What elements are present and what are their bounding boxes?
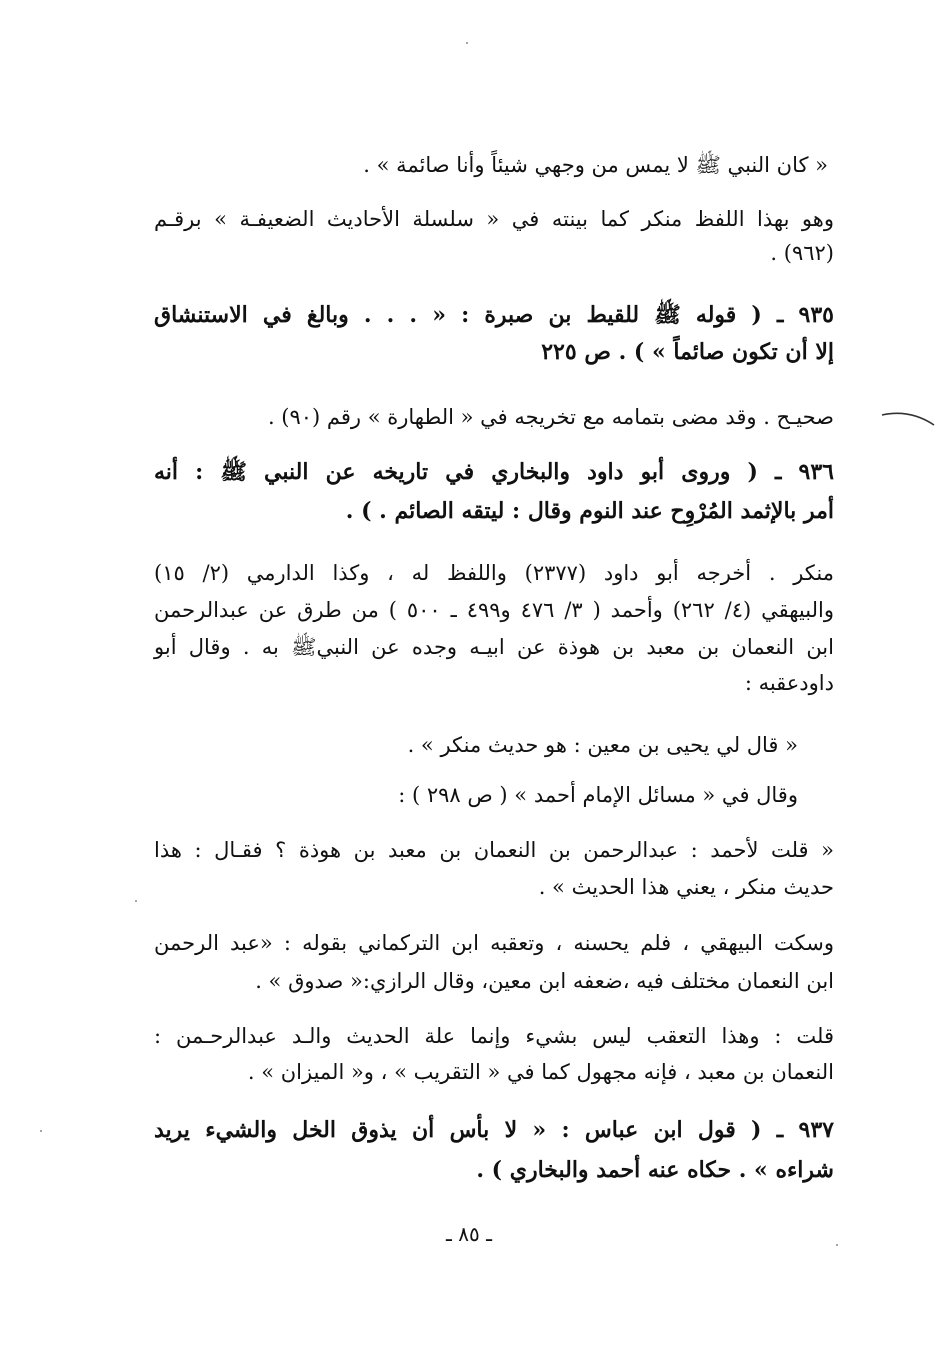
scan-speck xyxy=(40,1130,42,1132)
text-line: إلا أن تكون صائماً » ) . ص ٢٢٥ xyxy=(541,339,834,365)
text-line: « كان النبي ﷺ لا يمس من وجهي شيئاً وأنا صائمة » . xyxy=(363,153,828,177)
text-line: صحيـح . وقد مضى بتمامه مع تخريجه في « الطهارة » رقم (٩٠) . xyxy=(267,405,834,429)
text-line: وسكت البيهقي ، فلم يحسنه ، وتعقبه ابن التركماني بقوله : «عبد الرحمن xyxy=(154,931,834,955)
text-line: أمر بالإثمد المُرْوِح عند النوم وقال : ليتقه الصائم . ) . xyxy=(345,498,834,524)
text-line: وهو بهذا اللفظ منكر كما بينته في « سلسلة الأحاديث الضعيفـة » برقـم xyxy=(154,207,834,231)
page-number: ـ ٨٥ ـ xyxy=(446,1222,492,1246)
text-line: وقال في « مسائل الإمام أحمد » ( ص ٢٩٨ ) : xyxy=(398,783,798,807)
text-line: « قال لي يحيى بن معين : هو حديث منكر » . xyxy=(407,733,798,757)
text-line: النعمان بن معبد ، فإنه مجهول كما في « التقريب » ، و« الميزان » . xyxy=(247,1060,834,1084)
text-line: « قلت لأحمد : عبدالرحمن بن النعمان بن معبد بن هوذة ؟ فقـال : هذا xyxy=(154,838,834,862)
scan-speck xyxy=(466,42,468,44)
text-line: منكر . أخرجه أبو داود (٢٣٧٧) واللفظ له ، وكذا الدارمي (٢/ ١٥) xyxy=(154,561,834,585)
margin-mark xyxy=(880,395,938,435)
text-line: داودعقبه : xyxy=(744,671,834,695)
text-line: شراءه » . حكاه عنه أحمد والبخاري ) . xyxy=(476,1157,834,1183)
text-line: (٩٦٢) . xyxy=(770,241,834,265)
entry-935-heading: ٩٣٥ ـ ( قوله ﷺ للقيط بن صبرة : « . . . وبالغ في الاستنشاق xyxy=(154,302,834,328)
entry-936-heading: ٩٣٦ ـ ( وروى أبو داود والبخاري في تاريخه عن النبي ﷺ : أنه xyxy=(154,459,834,485)
entry-937-heading: ٩٣٧ ـ ( قول ابن عباس : « لا بأس أن يذوق الخل والشيء يريد xyxy=(154,1117,834,1143)
text-line: ابن النعمان بن معبد بن هوذة عن ابيـه وجده عن النبيﷺ به . وقال أبو xyxy=(154,635,834,659)
scan-speck xyxy=(135,900,137,902)
text-line: قلت : وهذا التعقب ليس بشيء وإنما علة الحديث والـد عبدالرحـمن : xyxy=(154,1024,834,1048)
text-line: حديث منكر ، يعني هذا الحديث » . xyxy=(538,875,834,899)
text-line: ابن النعمان مختلف فيه ،ضعفه ابن معين، وقال الرازي:« صدوق » . xyxy=(255,969,834,993)
scan-speck xyxy=(836,1244,838,1246)
text-line: والبيهقي (٤/ ٢٦٢) وأحمد ( ٣/ ٤٧٦ و٤٩٩ ـ ٥٠٠ ) من طرق عن عبدالرحمن xyxy=(154,598,834,622)
